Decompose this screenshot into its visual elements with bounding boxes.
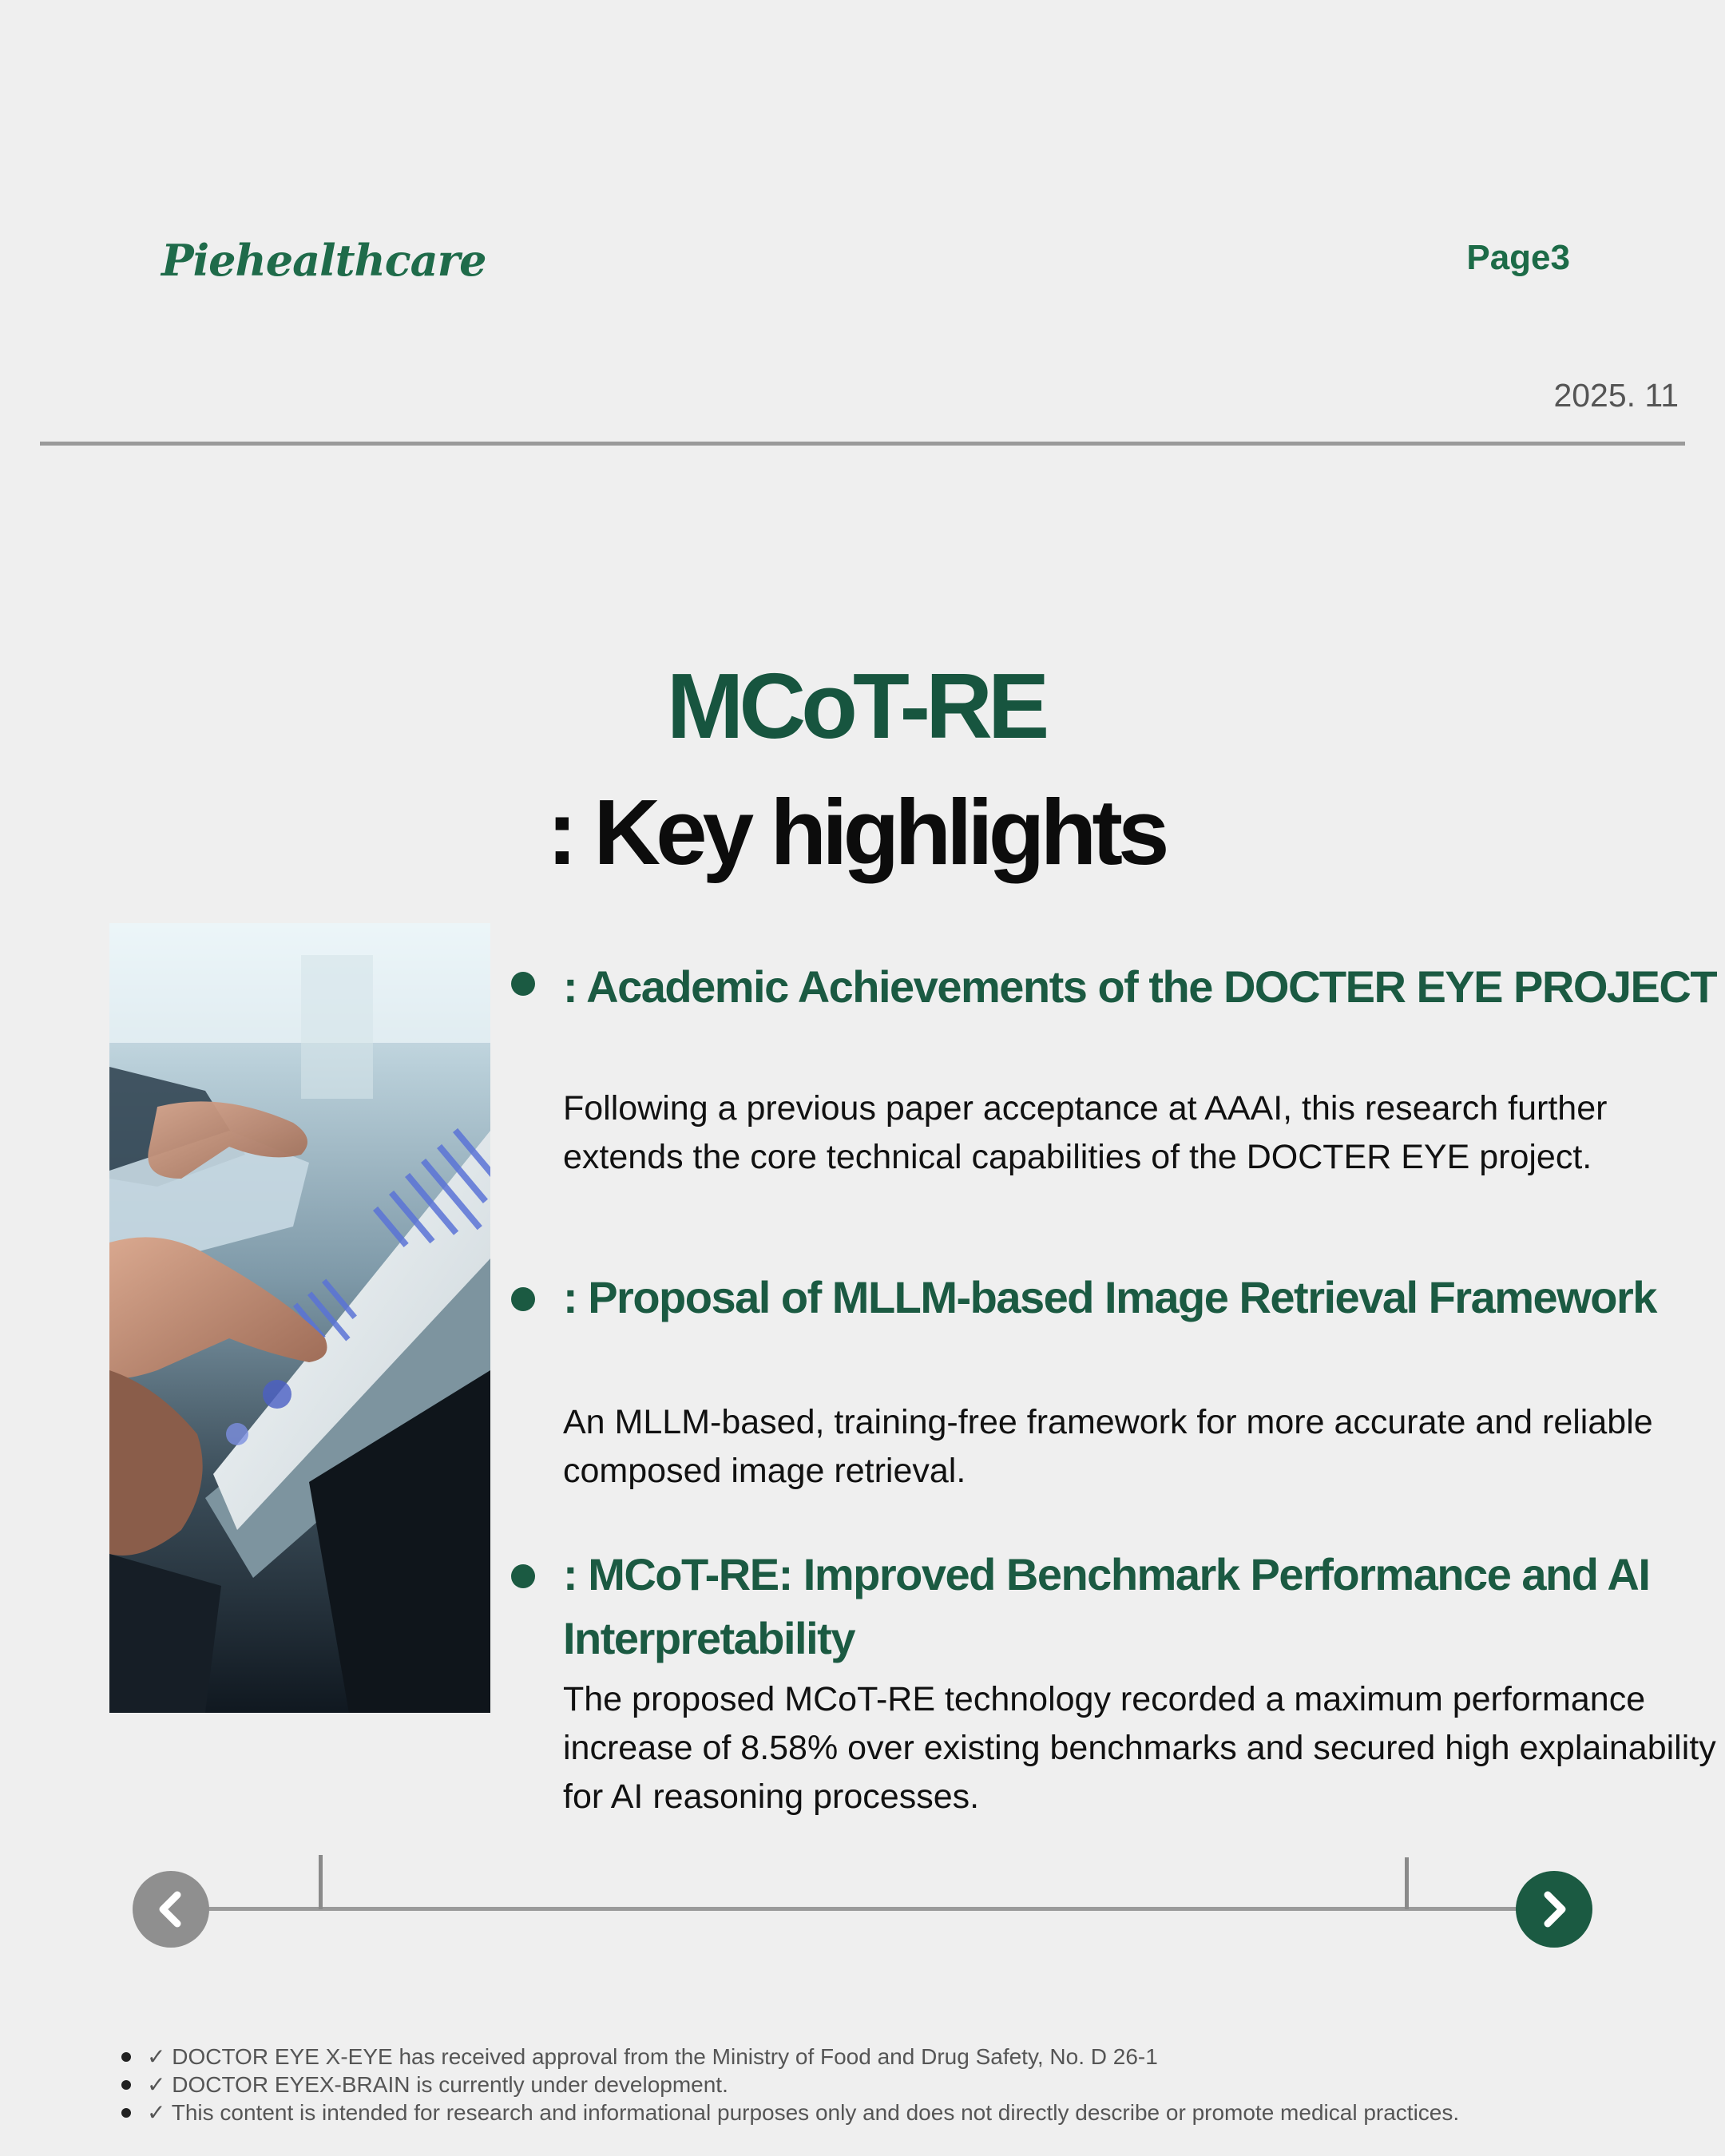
highlight-body: An MLLM-based, training-free framework for more accurate and reliable composed image retrieval. [563, 1403, 1653, 1490]
previous-page-button[interactable] [133, 1871, 209, 1948]
chevron-left-icon [155, 1891, 187, 1928]
highlight-body: The proposed MCoT-RE technology recorded a maximum performance increase of 8.58% over existing benchmarks and secured high explainability for AI reasoning processes. [563, 1680, 1716, 1816]
tablet-analytics-photo [109, 923, 490, 1713]
slider-track [204, 1907, 1533, 1911]
highlight-body: Following a previous paper acceptance at AAAI, this research further extends the core technical capabilities of the DOCTER EYE project. [563, 1089, 1608, 1176]
page-number: Page3 [1466, 238, 1570, 277]
slider-tick-left [319, 1855, 323, 1909]
header-divider [40, 442, 1685, 446]
brand-logo: Piehealthcare [161, 235, 486, 286]
bullet-dot [511, 1287, 535, 1311]
bullet-dot [511, 1564, 535, 1588]
footnote-item: ✓ This content is intended for research and informational purposes only and does not directly describe or promote medical practices. [121, 2099, 1679, 2126]
slider-tick-right [1405, 1857, 1409, 1909]
chevron-right-icon [1538, 1891, 1570, 1928]
footnote-item: ✓ DOCTOR EYE X-EYE has received approval from the Ministry of Food and Drug Safety, No. D 26-1 [121, 2043, 1679, 2071]
page-title: MCoT-RE [666, 653, 1045, 758]
highlight-title: : MCoT-RE: Improved Benchmark Performance and AI Interpretability [563, 1549, 1650, 1663]
bullet-dot [511, 972, 535, 996]
publication-date: 2025. 11 [1553, 377, 1679, 414]
page-subtitle: : Key highlights [546, 780, 1165, 885]
highlight-title: : Proposal of MLLM-based Image Retrieval Framework [563, 1272, 1656, 1322]
next-page-button[interactable] [1516, 1871, 1592, 1948]
disclaimer-footnotes [121, 2043, 1679, 2126]
footnote-item: ✓ DOCTOR EYEX-BRAIN is currently under development. [121, 2071, 1679, 2099]
highlight-title: : Academic Achievements of the DOCTER EYE PROJECT [563, 961, 1717, 1012]
